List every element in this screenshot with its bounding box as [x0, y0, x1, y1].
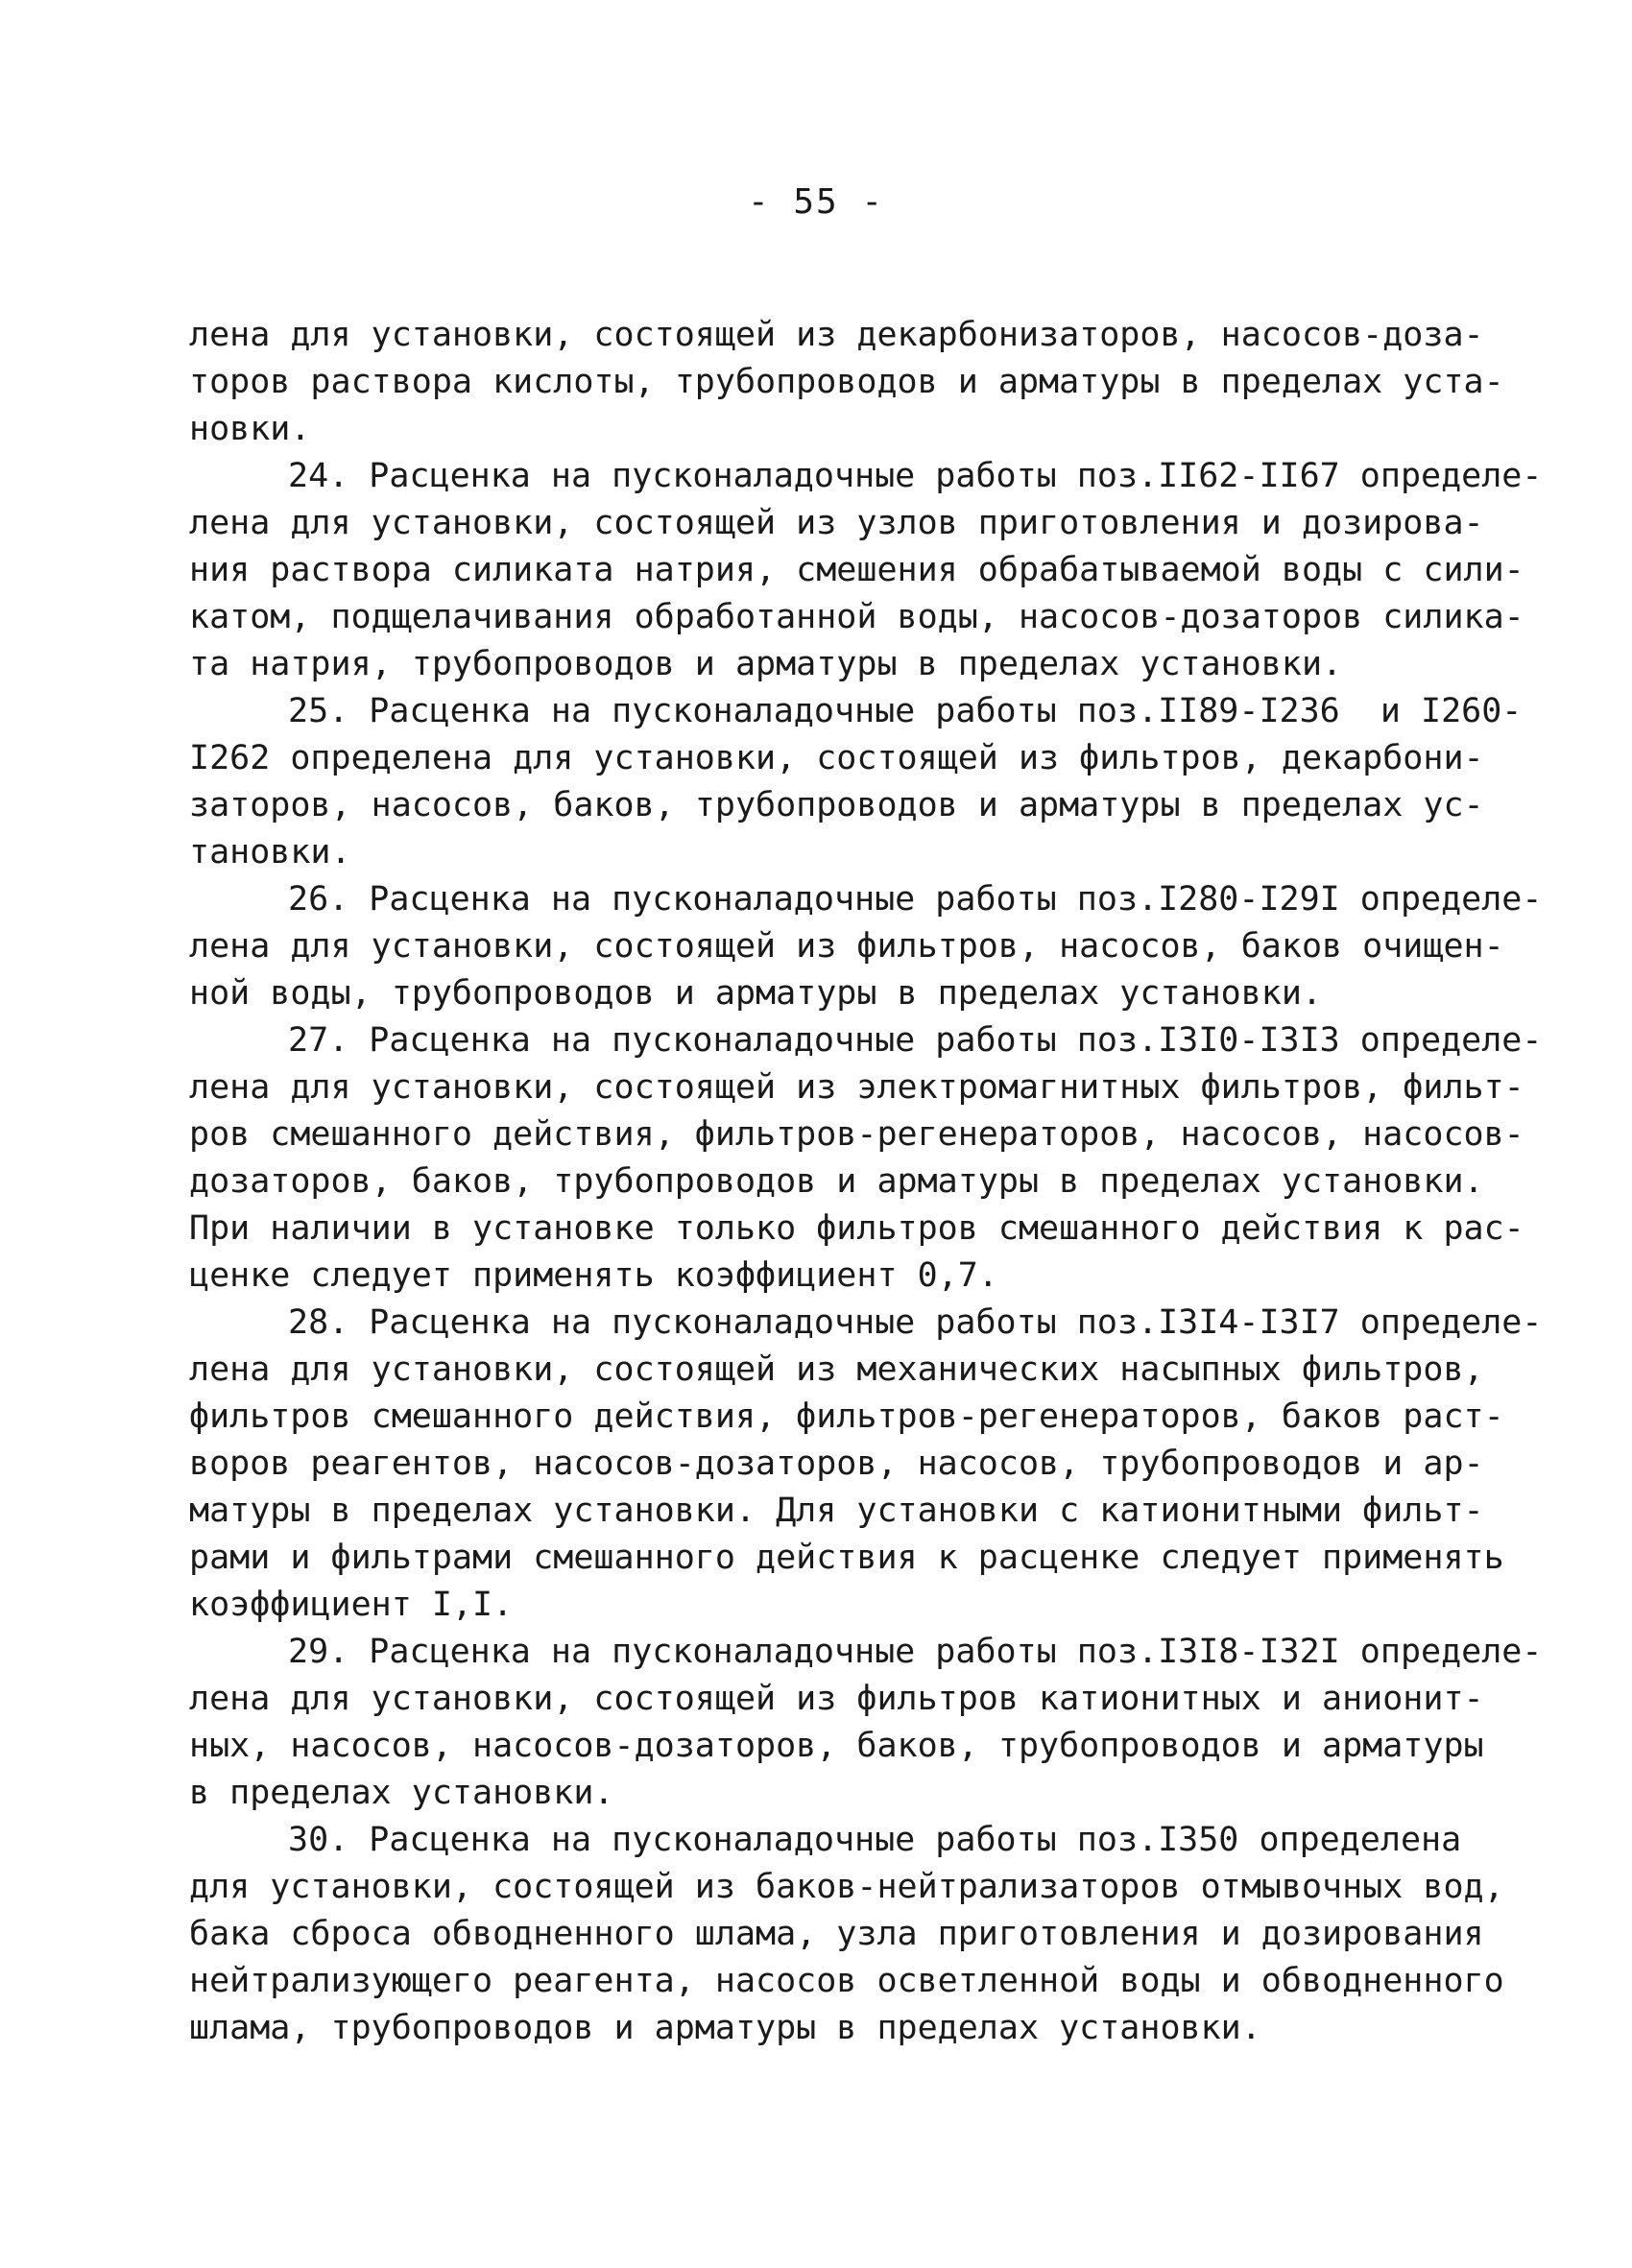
text-line: ния раствора силиката натрия, смешения обрабатываемой воды с сили- [189, 551, 1524, 589]
text-line: катом, подщелачивания обработанной воды, насосов-дозаторов силика- [189, 598, 1524, 636]
text-line: лена для установки, состоящей из фильтров, насосов, баков очищен- [189, 927, 1504, 966]
text-line: тановки. [189, 833, 351, 871]
text-line: шлама, трубопроводов и арматуры в пределах установки. [189, 2009, 1261, 2047]
text-line: ценке следует применять коэффициент 0,7. [189, 1256, 998, 1295]
paragraph-first-line: 25. Расценка на пусконаладочные работы поз.II89-I236 и I260- [288, 692, 1523, 730]
paragraph-first-line: 26. Расценка на пусконаладочные работы поз.I280-I29I определе- [288, 880, 1543, 919]
text-line: воров реагентов, насосов-дозаторов, насосов, трубопроводов и ар- [189, 1444, 1484, 1483]
paragraph-first-line: 29. Расценка на пусконаладочные работы поз.I3I8-I32I определе- [288, 1633, 1543, 1671]
text-line: заторов, насосов, баков, трубопроводов и арматуры в пределах ус- [189, 786, 1484, 824]
text-line: лена для установки, состоящей из фильтров катионитных и анионит- [189, 1680, 1484, 1718]
text-line: бака сброса обводненного шлама, узла приготовления и дозирования [189, 1915, 1484, 1953]
text-line: лена для установки, состоящей из механических насыпных фильтров, [189, 1350, 1484, 1389]
text-line: та натрия, трубопроводов и арматуры в пределах установки. [189, 645, 1343, 683]
text-line: лена для установки, состоящей из электромагнитных фильтров, фильт- [189, 1068, 1524, 1107]
paragraph-first-line: 27. Расценка на пусконаладочные работы поз.I3I0-I3I3 определе- [288, 1021, 1543, 1060]
paragraph-first-line: 30. Расценка на пусконаладочные работы поз.I350 определена [288, 1821, 1462, 1859]
body-text [189, 312, 1543, 2052]
text-line: лена для установки, состоящей из декарбонизаторов, насосов-доза- [189, 316, 1484, 354]
text-line: I262 определена для установки, состоящей из фильтров, декарбони- [189, 739, 1484, 777]
text-line: ных, насосов, насосов-дозаторов, баков, трубопроводов и арматуры [189, 1727, 1484, 1765]
text-line: новки. [189, 410, 311, 448]
text-line: торов раствора кислоты, трубопроводов и арматуры в пределах уста- [189, 363, 1504, 401]
page-number: - 55 - [747, 182, 885, 222]
text-line: коэффициент I,I. [189, 1586, 514, 1624]
text-line: ров смешанного действия, фильтров-регенераторов, насосов, насосов- [189, 1115, 1524, 1154]
text-line: При наличии в установке только фильтров смешанного действия к рас- [189, 1209, 1524, 1248]
text-line: дозаторов, баков, трубопроводов и арматуры в пределах установки. [189, 1162, 1484, 1201]
text-line: матуры в пределах установки. Для установки с катионитными фильт- [189, 1492, 1484, 1530]
text-line: ной воды, трубопроводов и арматуры в пределах установки. [189, 974, 1323, 1013]
paragraph-first-line: 24. Расценка на пусконаладочные работы поз.II62-II67 определе- [288, 457, 1543, 495]
text-line: для установки, состоящей из баков-нейтрализаторов отмывочных вод, [189, 1868, 1504, 1906]
text-line: нейтрализующего реагента, насосов осветленной воды и обводненного [189, 1962, 1504, 2000]
text-line: в пределах установки. [189, 1774, 614, 1812]
text-line: рами и фильтрами смешанного действия к расценке следует применять [189, 1539, 1504, 1577]
paragraph-first-line: 28. Расценка на пусконаладочные работы поз.I3I4-I3I7 определе- [288, 1303, 1543, 1342]
text-line: фильтров смешанного действия, фильтров-регенераторов, баков раст- [189, 1397, 1504, 1436]
text-line: лена для установки, состоящей из узлов приготовления и дозирова- [189, 504, 1484, 542]
